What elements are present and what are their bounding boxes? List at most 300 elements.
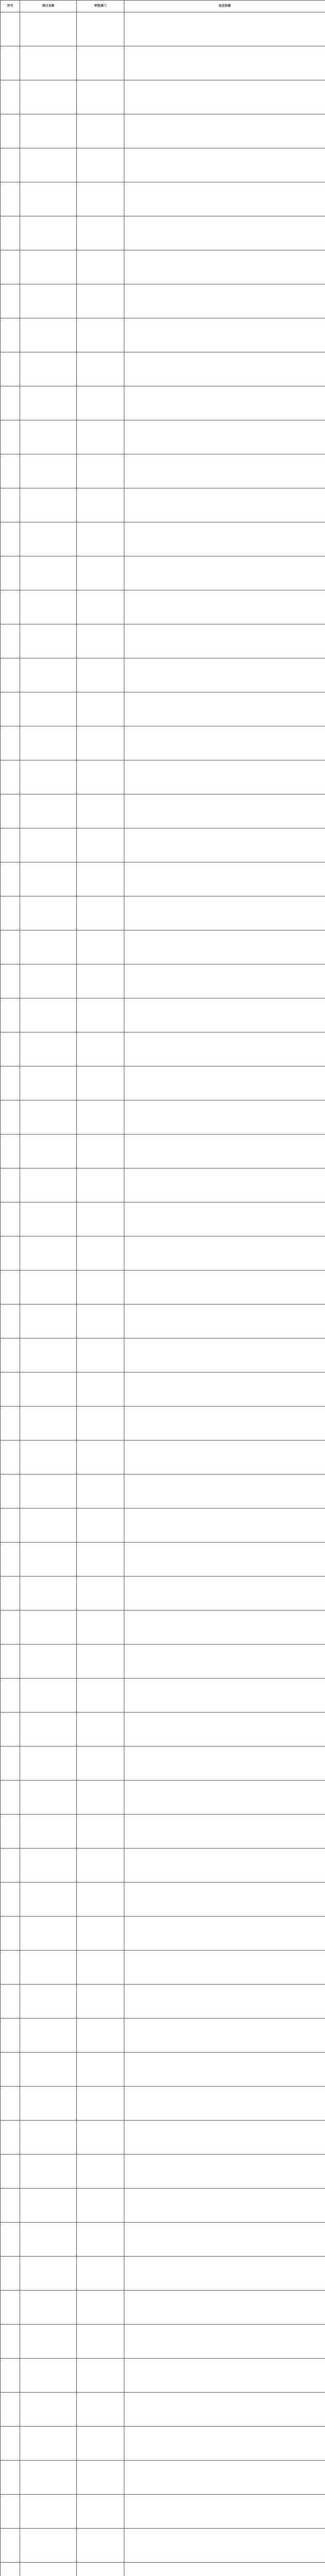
cell-sequence-number <box>1 1611 20 1645</box>
cell-approval-department <box>77 1134 124 1168</box>
cell-sequence-number <box>1 794 20 828</box>
cell-sequence-number <box>1 1100 20 1134</box>
cell-item-name <box>20 148 77 182</box>
table-row <box>1 692 325 726</box>
cell-approval-department <box>77 114 124 148</box>
cell-item-name <box>20 1304 77 1338</box>
cell-sequence-number <box>1 2291 20 2325</box>
table-row <box>1 2325 325 2359</box>
cell-approval-department <box>77 1679 124 1713</box>
cell-legal-basis <box>124 1202 325 1236</box>
cell-approval-department <box>77 1951 124 1985</box>
cell-sequence-number <box>1 1815 20 1849</box>
cell-sequence-number <box>1 896 20 930</box>
cell-item-name <box>20 284 77 318</box>
cell-approval-department <box>77 2359 124 2393</box>
cell-sequence-number <box>1 2087 20 2121</box>
cell-approval-department <box>77 2529 124 2563</box>
cell-legal-basis <box>124 1849 325 1883</box>
cell-item-name <box>20 2427 77 2461</box>
cell-legal-basis <box>124 896 325 930</box>
cell-legal-basis <box>124 80 325 114</box>
cell-approval-department <box>77 1849 124 1883</box>
cell-legal-basis <box>124 2325 325 2359</box>
cell-legal-basis <box>124 692 325 726</box>
table-row <box>1 2053 325 2087</box>
cell-legal-basis <box>124 624 325 658</box>
cell-sequence-number <box>1 964 20 998</box>
cell-item-name <box>20 1406 77 1440</box>
table-row <box>1 114 325 148</box>
cell-sequence-number <box>1 726 20 760</box>
cell-item-name <box>20 828 77 862</box>
cell-sequence-number <box>1 930 20 964</box>
table-row <box>1 522 325 556</box>
cell-sequence-number <box>1 420 20 454</box>
cell-sequence-number <box>1 1985 20 2019</box>
cell-sequence-number <box>1 658 20 692</box>
cell-item-name <box>20 1985 77 2019</box>
cell-approval-department <box>77 2461 124 2495</box>
cell-legal-basis <box>124 488 325 522</box>
cell-approval-department <box>77 46 124 80</box>
cell-sequence-number <box>1 1236 20 1270</box>
cell-approval-department <box>77 624 124 658</box>
cell-approval-department <box>77 522 124 556</box>
cell-legal-basis <box>124 2019 325 2053</box>
table-row <box>1 12 325 46</box>
cell-legal-basis <box>124 1032 325 1066</box>
table-row <box>1 624 325 658</box>
cell-item-name <box>20 692 77 726</box>
cell-approval-department <box>77 2495 124 2529</box>
table-row <box>1 318 325 352</box>
table-row <box>1 1168 325 1202</box>
cell-sequence-number <box>1 692 20 726</box>
cell-legal-basis <box>124 216 325 250</box>
cell-approval-department <box>77 2325 124 2359</box>
cell-sequence-number <box>1 2529 20 2563</box>
cell-approval-department <box>77 692 124 726</box>
cell-item-name <box>20 216 77 250</box>
cell-approval-department <box>77 828 124 862</box>
cell-sequence-number <box>1 2121 20 2155</box>
cell-legal-basis <box>124 726 325 760</box>
table-row <box>1 216 325 250</box>
cell-approval-department <box>77 1917 124 1951</box>
cell-item-name <box>20 1645 77 1679</box>
cell-legal-basis <box>124 182 325 216</box>
cell-approval-department <box>77 658 124 692</box>
table-row <box>1 352 325 386</box>
cell-approval-department <box>77 1202 124 1236</box>
cell-legal-basis <box>124 1134 325 1168</box>
table-row <box>1 998 325 1032</box>
table-row <box>1 862 325 896</box>
table-row <box>1 1406 325 1440</box>
cell-sequence-number <box>1 1781 20 1815</box>
cell-legal-basis <box>124 386 325 420</box>
cell-item-name <box>20 420 77 454</box>
table-row <box>1 1645 325 1679</box>
table-row <box>1 1134 325 1168</box>
cell-item-name <box>20 930 77 964</box>
cell-sequence-number <box>1 590 20 624</box>
cell-sequence-number <box>1 1440 20 1475</box>
table-row <box>1 896 325 930</box>
cell-item-name <box>20 2291 77 2325</box>
table-row <box>1 1338 325 1372</box>
cell-legal-basis <box>124 318 325 352</box>
cell-item-name <box>20 2359 77 2393</box>
cell-sequence-number <box>1 2325 20 2359</box>
cell-approval-department <box>77 1985 124 2019</box>
cell-approval-department <box>77 2291 124 2325</box>
cell-approval-department <box>77 488 124 522</box>
table-row <box>1 760 325 794</box>
cell-legal-basis <box>124 2257 325 2291</box>
cell-sequence-number <box>1 1134 20 1168</box>
table-row <box>1 2223 325 2257</box>
cell-item-name <box>20 2019 77 2053</box>
cell-legal-basis <box>124 522 325 556</box>
cell-legal-basis <box>124 1304 325 1338</box>
header-item-name: 项目名称 <box>20 1 77 12</box>
cell-item-name <box>20 2257 77 2291</box>
cell-item-name <box>20 1236 77 1270</box>
cell-approval-department <box>77 148 124 182</box>
cell-approval-department <box>77 1645 124 1679</box>
cell-sequence-number <box>1 114 20 148</box>
cell-sequence-number <box>1 216 20 250</box>
cell-approval-department <box>77 760 124 794</box>
cell-sequence-number <box>1 1747 20 1781</box>
cell-approval-department <box>77 2155 124 2189</box>
cell-approval-department <box>77 1611 124 1645</box>
cell-approval-department <box>77 284 124 318</box>
cell-legal-basis <box>124 1475 325 1509</box>
table-row <box>1 1849 325 1883</box>
table-row <box>1 658 325 692</box>
cell-approval-department <box>77 1475 124 1509</box>
cell-item-name <box>20 2155 77 2189</box>
cell-item-name <box>20 386 77 420</box>
cell-legal-basis <box>124 2563 325 2576</box>
cell-sequence-number <box>1 2495 20 2529</box>
table-row <box>1 1032 325 1066</box>
cell-sequence-number <box>1 2053 20 2087</box>
cell-sequence-number <box>1 2223 20 2257</box>
table-row <box>1 80 325 114</box>
cell-item-name <box>20 1202 77 1236</box>
cell-legal-basis <box>124 1270 325 1304</box>
cell-legal-basis <box>124 1509 325 1543</box>
table-row <box>1 420 325 454</box>
cell-sequence-number <box>1 2155 20 2189</box>
cell-item-name <box>20 1611 77 1645</box>
table-row <box>1 2359 325 2393</box>
cell-sequence-number <box>1 1270 20 1304</box>
cell-item-name <box>20 1100 77 1134</box>
cell-item-name <box>20 1917 77 1951</box>
cell-legal-basis <box>124 760 325 794</box>
cell-item-name <box>20 964 77 998</box>
cell-item-name <box>20 1543 77 1577</box>
table-row <box>1 1713 325 1747</box>
table-row <box>1 1066 325 1100</box>
cell-approval-department <box>77 1406 124 1440</box>
cell-sequence-number <box>1 2019 20 2053</box>
cell-item-name <box>20 522 77 556</box>
cell-approval-department <box>77 1713 124 1747</box>
cell-item-name <box>20 590 77 624</box>
table-row <box>1 2529 325 2563</box>
cell-approval-department <box>77 590 124 624</box>
cell-sequence-number <box>1 998 20 1032</box>
cell-approval-department <box>77 386 124 420</box>
cell-item-name <box>20 1475 77 1509</box>
cell-item-name <box>20 1815 77 1849</box>
cell-legal-basis <box>124 2087 325 2121</box>
cell-item-name <box>20 318 77 352</box>
cell-sequence-number <box>1 1951 20 1985</box>
table-row <box>1 148 325 182</box>
table-row <box>1 1509 325 1543</box>
cell-sequence-number <box>1 1917 20 1951</box>
cell-item-name <box>20 2121 77 2155</box>
cell-item-name <box>20 1577 77 1611</box>
cell-legal-basis <box>124 352 325 386</box>
table-row <box>1 1781 325 1815</box>
cell-approval-department <box>77 1883 124 1917</box>
cell-item-name <box>20 182 77 216</box>
cell-sequence-number <box>1 488 20 522</box>
cell-item-name <box>20 658 77 692</box>
cell-sequence-number <box>1 1032 20 1066</box>
cell-legal-basis <box>124 2155 325 2189</box>
cell-sequence-number <box>1 2427 20 2461</box>
cell-item-name <box>20 2223 77 2257</box>
cell-item-name <box>20 726 77 760</box>
cell-approval-department <box>77 1100 124 1134</box>
cell-sequence-number <box>1 1713 20 1747</box>
table-row <box>1 1747 325 1781</box>
table-row <box>1 284 325 318</box>
cell-item-name <box>20 488 77 522</box>
cell-legal-basis <box>124 2393 325 2427</box>
cell-legal-basis <box>124 2291 325 2325</box>
cell-legal-basis <box>124 1611 325 1645</box>
cell-item-name <box>20 556 77 590</box>
cell-sequence-number <box>1 1372 20 1406</box>
cell-item-name <box>20 454 77 488</box>
cell-item-name <box>20 1849 77 1883</box>
cell-approval-department <box>77 2087 124 2121</box>
cell-legal-basis <box>124 1645 325 1679</box>
cell-sequence-number <box>1 352 20 386</box>
cell-sequence-number <box>1 80 20 114</box>
cell-item-name <box>20 2325 77 2359</box>
cell-sequence-number <box>1 1883 20 1917</box>
cell-sequence-number <box>1 318 20 352</box>
cell-legal-basis <box>124 998 325 1032</box>
cell-item-name <box>20 998 77 1032</box>
cell-legal-basis <box>124 1883 325 1917</box>
cell-legal-basis <box>124 1713 325 1747</box>
cell-item-name <box>20 1372 77 1406</box>
cell-approval-department <box>77 454 124 488</box>
cell-approval-department <box>77 420 124 454</box>
cell-legal-basis <box>124 1372 325 1406</box>
cell-item-name <box>20 1338 77 1372</box>
cell-legal-basis <box>124 2121 325 2155</box>
cell-sequence-number <box>1 828 20 862</box>
table-row <box>1 2155 325 2189</box>
cell-legal-basis <box>124 862 325 896</box>
cell-approval-department <box>77 1236 124 1270</box>
cell-sequence-number <box>1 1577 20 1611</box>
table-row <box>1 2393 325 2427</box>
table-row <box>1 1577 325 1611</box>
cell-approval-department <box>77 1543 124 1577</box>
cell-legal-basis <box>124 1815 325 1849</box>
cell-approval-department <box>77 352 124 386</box>
cell-approval-department <box>77 2121 124 2155</box>
cell-item-name <box>20 1168 77 1202</box>
cell-legal-basis <box>124 1406 325 1440</box>
cell-sequence-number <box>1 2189 20 2223</box>
table-row <box>1 964 325 998</box>
cell-approval-department <box>77 250 124 284</box>
cell-sequence-number <box>1 1645 20 1679</box>
cell-item-name <box>20 1066 77 1100</box>
table-row <box>1 454 325 488</box>
cell-approval-department <box>77 216 124 250</box>
cell-approval-department <box>77 862 124 896</box>
table-row <box>1 1100 325 1134</box>
cell-approval-department <box>77 794 124 828</box>
cell-sequence-number <box>1 2359 20 2393</box>
cell-sequence-number <box>1 148 20 182</box>
table-row <box>1 2257 325 2291</box>
cell-sequence-number <box>1 12 20 46</box>
cell-legal-basis <box>124 2053 325 2087</box>
cell-sequence-number <box>1 862 20 896</box>
table-row <box>1 1202 325 1236</box>
cell-sequence-number <box>1 1406 20 1440</box>
cell-sequence-number <box>1 182 20 216</box>
cell-item-name <box>20 352 77 386</box>
cell-legal-basis <box>124 1577 325 1611</box>
table-row <box>1 1372 325 1406</box>
cell-approval-department <box>77 998 124 1032</box>
cell-legal-basis <box>124 12 325 46</box>
table-row <box>1 2291 325 2325</box>
cell-legal-basis <box>124 2427 325 2461</box>
cell-legal-basis <box>124 1168 325 1202</box>
cell-approval-department <box>77 2053 124 2087</box>
cell-approval-department <box>77 2563 124 2576</box>
cell-item-name <box>20 46 77 80</box>
cell-approval-department <box>77 1168 124 1202</box>
cell-legal-basis <box>124 420 325 454</box>
cell-sequence-number <box>1 250 20 284</box>
cell-legal-basis <box>124 1338 325 1372</box>
cell-legal-basis <box>124 46 325 80</box>
cell-item-name <box>20 2563 77 2576</box>
table-row <box>1 2495 325 2529</box>
header-approval-department: 审批部门 <box>77 1 124 12</box>
table-row <box>1 930 325 964</box>
cell-legal-basis <box>124 2461 325 2495</box>
table-row <box>1 726 325 760</box>
table-row <box>1 590 325 624</box>
cell-approval-department <box>77 1304 124 1338</box>
cell-legal-basis <box>124 1066 325 1100</box>
cell-legal-basis <box>124 454 325 488</box>
cell-sequence-number <box>1 1679 20 1713</box>
cell-item-name <box>20 760 77 794</box>
cell-approval-department <box>77 964 124 998</box>
cell-legal-basis <box>124 2189 325 2223</box>
table-row <box>1 1236 325 1270</box>
cell-legal-basis <box>124 1236 325 1270</box>
cell-sequence-number <box>1 1168 20 1202</box>
cell-item-name <box>20 2053 77 2087</box>
cell-item-name <box>20 1509 77 1543</box>
cell-legal-basis <box>124 1679 325 1713</box>
cell-approval-department <box>77 1032 124 1066</box>
cell-legal-basis <box>124 930 325 964</box>
cell-sequence-number <box>1 386 20 420</box>
cell-legal-basis <box>124 2529 325 2563</box>
cell-legal-basis <box>124 556 325 590</box>
cell-sequence-number <box>1 624 20 658</box>
table-row <box>1 386 325 420</box>
cell-legal-basis <box>124 1781 325 1815</box>
table-row <box>1 1917 325 1951</box>
cell-sequence-number <box>1 2563 20 2576</box>
cell-approval-department <box>77 1815 124 1849</box>
table-row <box>1 2087 325 2121</box>
cell-approval-department <box>77 930 124 964</box>
cell-legal-basis <box>124 114 325 148</box>
cell-item-name <box>20 1747 77 1781</box>
cell-approval-department <box>77 2019 124 2053</box>
table-row <box>1 250 325 284</box>
table-row <box>1 1679 325 1713</box>
table-body <box>1 12 325 2576</box>
cell-sequence-number <box>1 284 20 318</box>
cell-approval-department <box>77 1338 124 1372</box>
cell-legal-basis <box>124 658 325 692</box>
table-row <box>1 2563 325 2576</box>
cell-approval-department <box>77 2189 124 2223</box>
cell-approval-department <box>77 726 124 760</box>
cell-item-name <box>20 1781 77 1815</box>
table-row <box>1 1951 325 1985</box>
cell-legal-basis <box>124 828 325 862</box>
cell-sequence-number <box>1 2257 20 2291</box>
cell-item-name <box>20 1679 77 1713</box>
table-row <box>1 794 325 828</box>
cell-item-name <box>20 250 77 284</box>
table-row <box>1 46 325 80</box>
cell-sequence-number <box>1 1304 20 1338</box>
cell-legal-basis <box>124 284 325 318</box>
cell-legal-basis <box>124 2495 325 2529</box>
cell-sequence-number <box>1 760 20 794</box>
